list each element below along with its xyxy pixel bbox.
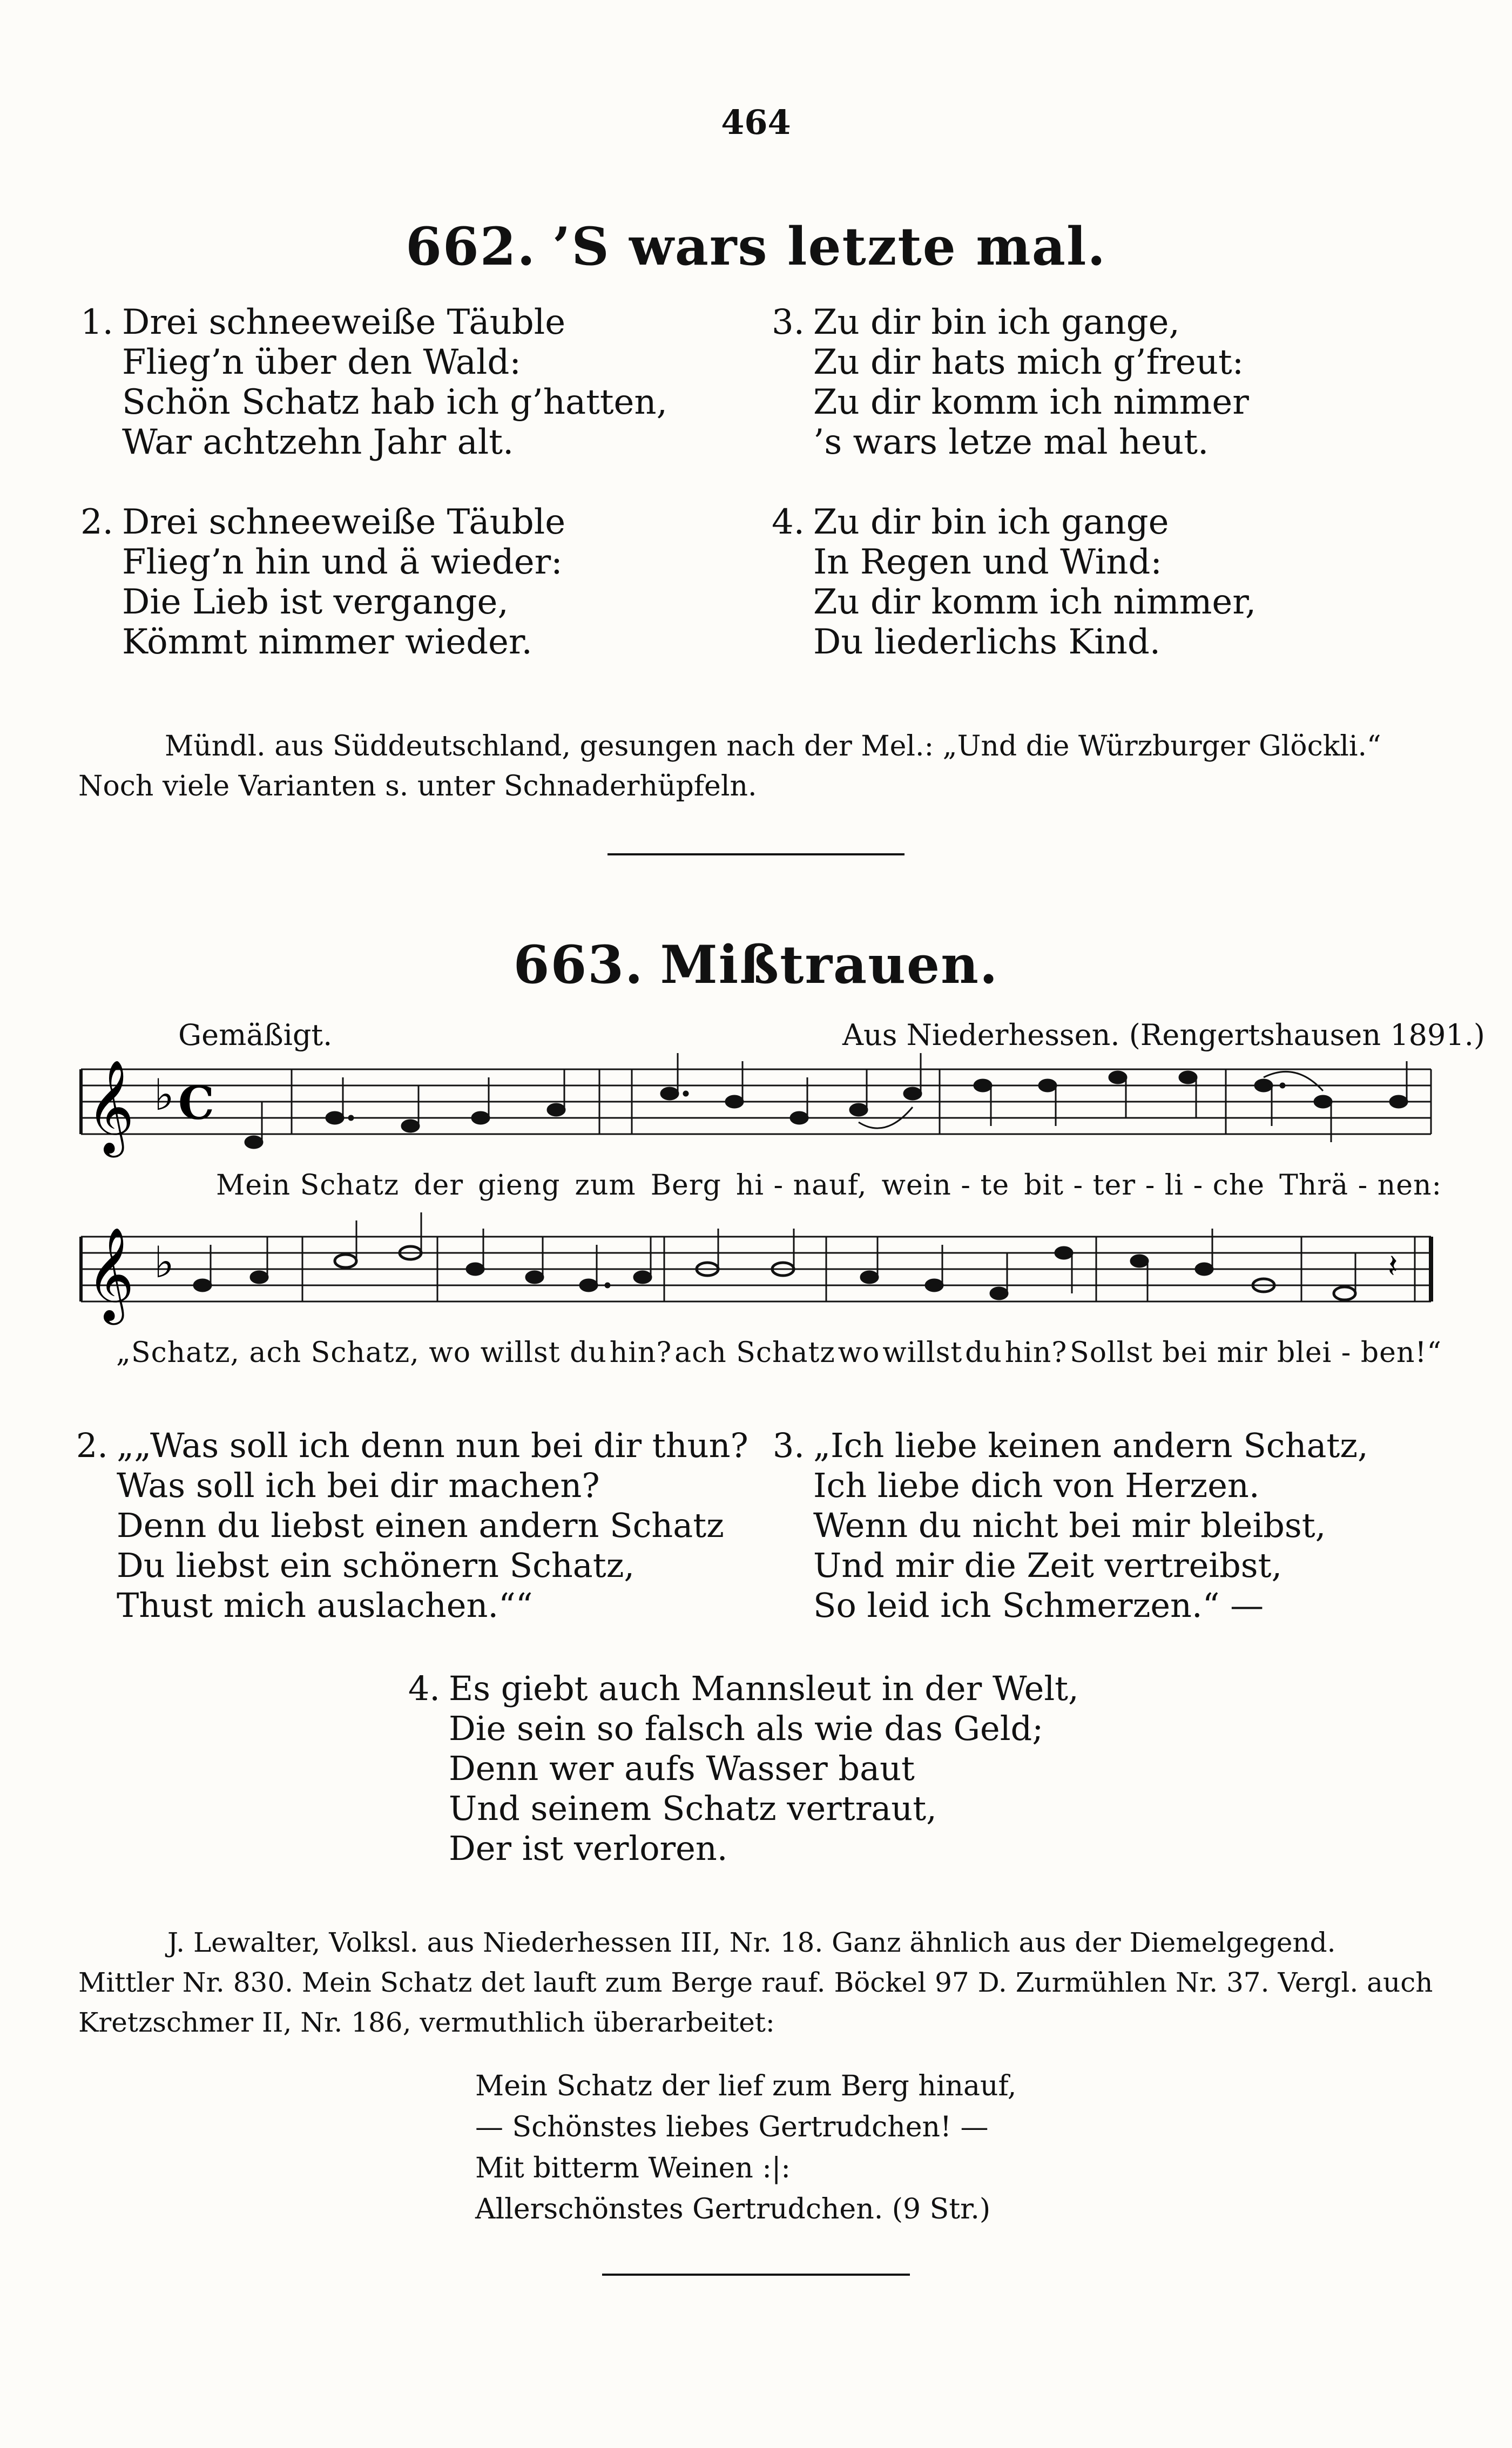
svg-text:𝄞: 𝄞: [86, 1227, 134, 1321]
stanza-line: „„Was soll ich denn nun bei dir thun?: [117, 1426, 748, 1465]
svg-text:♭: ♭: [154, 1070, 174, 1120]
song-663-number: 663.: [513, 934, 644, 995]
quoted-line: Mit bitterm Weinen :|:: [475, 2152, 791, 2184]
lyric-syllable: Mein Schatz: [216, 1169, 400, 1202]
melody-source: Aus Niederhessen. (Rengertshausen 1891.): [842, 1018, 1485, 1052]
svg-text:♭: ♭: [154, 1237, 174, 1287]
stanza-line: Zu dir bin ich gange: [813, 502, 1169, 542]
lyric-syllable: wein - te: [881, 1169, 1010, 1202]
stanza-number: 4.: [771, 502, 805, 542]
lyrics-line-1: [216, 1169, 1442, 1202]
stanza-number: 4.: [408, 1669, 440, 1708]
stanza-662-1: [76, 302, 667, 462]
song-663-name: Mißtrauen.: [660, 934, 999, 995]
stanza-line: Drei schneeweiße Täuble: [122, 502, 566, 542]
quoted-line: Allerschönstes Gertrudchen. (9 Str.): [475, 2193, 991, 2226]
svg-text:C: C: [178, 1076, 214, 1130]
stanza-line: War achtzehn Jahr alt.: [122, 422, 514, 462]
song-663-source-note: J. Lewalter, Volksl. aus Niederhessen III, Nr. 18. Ganz ähnlich aus der Diemelgegend. Mittler Nr. 830. Mein Schatz det lauft zum Berge rauf. Böckel 97 D. Zurmühlen Nr. 37. Vergl. auch Kretzschmer II, Nr. 186, vermuthlich überarbeitet:: [78, 1927, 1433, 2038]
section-divider: [602, 2274, 910, 2276]
stanza-line: Und seinem Schatz vertraut,: [449, 1789, 937, 1828]
music-staff-1: [70, 1058, 1442, 1166]
stanza-number: 1.: [80, 302, 113, 342]
stanza-line: Die sein so falsch als wie das Geld;: [449, 1709, 1044, 1748]
lyric-syllable: „Schatz, ach Schatz, wo willst du: [116, 1337, 607, 1369]
page-number: 464: [721, 103, 791, 142]
stanza-line: Denn wer aufs Wasser baut: [449, 1749, 915, 1788]
section-divider: [608, 853, 905, 855]
stanza-line: Kömmt nimmer wieder.: [122, 622, 532, 662]
stanza-line: Flieg’n hin und ä wieder:: [122, 542, 563, 582]
lyric-syllable: hin?: [1004, 1337, 1068, 1369]
stanza-663-4: [402, 1669, 1079, 1869]
stanza-number: 3.: [772, 1426, 805, 1465]
lyric-syllable: Berg: [650, 1169, 721, 1202]
stanza-line: Was soll ich bei dir machen?: [117, 1466, 600, 1505]
svg-text:𝄞: 𝄞: [86, 1060, 134, 1154]
stanza-line: Zu dir bin ich gange,: [813, 302, 1180, 342]
stanza-662-3: [767, 302, 1249, 462]
stanza-line: Flieg’n über den Wald:: [122, 342, 521, 382]
stanza-line: Zu dir komm ich nimmer: [813, 382, 1249, 422]
quoted-line: Mein Schatz der lief zum Berg hinauf,: [475, 2070, 1017, 2102]
lyric-syllable: hi - nauf,: [735, 1169, 867, 1202]
lyric-syllable: Thrä - nen:: [1279, 1169, 1442, 1202]
stanza-line: Wenn du nicht bei mir bleibst,: [813, 1506, 1326, 1545]
stanza-662-2: [76, 502, 565, 662]
stanza-line: Du liederlichs Kind.: [813, 622, 1161, 662]
song-662-source-note: Mündl. aus Süddeutschland, gesungen nach der Mel.: „Und die Würzburger Glöckli.“ Noch viele Varianten s. unter Schnaderhüpfeln.: [78, 730, 1381, 802]
lyric-syllable: gieng: [478, 1169, 561, 1202]
stanza-line: Die Lieb ist vergange,: [122, 582, 509, 622]
stanza-663-2: [70, 1426, 748, 1626]
stanza-line: „Ich liebe keinen andern Schatz,: [813, 1426, 1368, 1465]
stanza-line: Zu dir hats mich g’freut:: [813, 342, 1244, 382]
stanza-663-3: [767, 1426, 1368, 1626]
lyric-syllable: bit - ter - li - che: [1024, 1169, 1265, 1202]
stanza-line: Schön Schatz hab ich g’hatten,: [122, 382, 667, 422]
song-662-number: 662.: [406, 216, 536, 277]
lyric-syllable: hin?: [609, 1337, 672, 1369]
stanza-line: Denn du liebst einen andern Schatz: [117, 1506, 724, 1545]
stanza-number: 2.: [80, 502, 113, 542]
stanza-line: In Regen und Wind:: [813, 542, 1162, 582]
lyric-syllable: Sollst bei mir blei - ben!“: [1070, 1337, 1442, 1369]
lyric-syllable: ach Schatz: [674, 1337, 835, 1369]
stanza-number: 2.: [76, 1426, 108, 1465]
lyric-syllable: willst: [882, 1337, 963, 1369]
stanza-line: Und mir die Zeit vertreibst,: [813, 1546, 1282, 1585]
lyric-syllable: zum: [575, 1169, 636, 1202]
stanza-line: Ich liebe dich von Herzen.: [813, 1466, 1260, 1505]
lyric-syllable: du: [965, 1337, 1002, 1369]
stanza-line: Es giebt auch Mannsleut in der Welt,: [449, 1669, 1079, 1708]
stanza-line: ’s wars letze mal heut.: [813, 422, 1209, 462]
song-662-name: ’S wars letzte mal.: [552, 216, 1106, 277]
stanza-line: So leid ich Schmerzen.“ —: [813, 1586, 1264, 1625]
quoted-variant: [475, 2066, 1016, 2230]
stanza-line: Der ist verloren.: [449, 1829, 728, 1868]
quoted-line: — Schönstes liebes Gertrudchen! —: [475, 2111, 989, 2143]
lyric-syllable: der: [414, 1169, 464, 1202]
tempo-marking: Gemäßigt.: [178, 1018, 333, 1052]
music-staff-2: [70, 1226, 1442, 1334]
stanza-line: Zu dir komm ich nimmer,: [813, 582, 1257, 622]
svg-text:𝄽: 𝄽: [1388, 1247, 1398, 1285]
stanza-662-4: [767, 502, 1256, 662]
song-662-title: [0, 216, 1512, 277]
lyrics-line-2: [116, 1337, 1442, 1369]
stanza-line: Drei schneeweiße Täuble: [122, 302, 566, 342]
song-663-title: [0, 934, 1512, 995]
stanza-line: Thust mich auslachen.““: [117, 1586, 533, 1625]
stanza-number: 3.: [771, 302, 805, 342]
stanza-line: Du liebst ein schönern Schatz,: [117, 1546, 635, 1585]
lyric-syllable: wo: [838, 1337, 880, 1369]
